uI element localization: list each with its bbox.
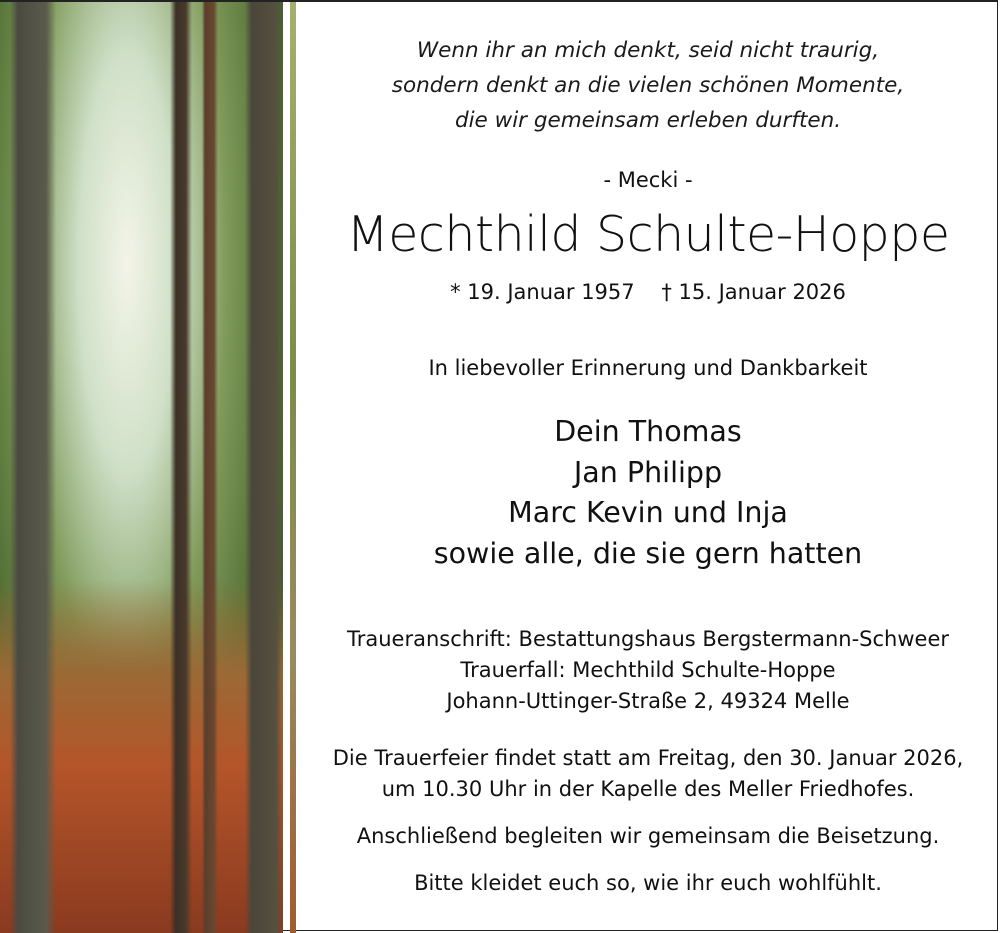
funeral-service	[296, 743, 1000, 805]
death-date: † 15. Januar 2026	[661, 280, 846, 304]
address-line: Traueranschrift: Bestattungshaus Bergstermann-Schweer	[346, 627, 950, 651]
verse-line: sondern denkt an die vielen schönen Momente,	[391, 73, 905, 98]
life-dates	[296, 280, 1000, 304]
forest-photo	[0, 2, 283, 933]
service-line: um 10.30 Uhr in der Kapelle des Meller Friedhofes.	[381, 777, 915, 801]
family-member: Dein Thomas	[554, 415, 742, 448]
nickname: - Mecki -	[603, 168, 693, 192]
birth-date: * 19. Januar 1957	[450, 280, 635, 304]
obituary-text	[296, 0, 1000, 933]
memory-line: In liebevoller Erinnerung und Dankbarkeit	[428, 356, 868, 380]
burial-note: Anschließend begleiten wir gemeinsam die Beisetzung.	[356, 824, 940, 848]
family-list	[296, 412, 1000, 574]
verse-line: die wir gemeinsam erleben durften.	[454, 108, 842, 133]
family-member: Marc Kevin und Inja	[508, 496, 788, 529]
deceased-name: Mechthild Schulte-Hoppe	[346, 206, 950, 263]
address-line: Trauerfall: Mechthild Schulte-Hoppe	[460, 658, 836, 682]
verse-line: Wenn ihr an mich denkt, seid nicht traurig,	[416, 38, 880, 63]
family-member: sowie alle, die sie gern hatten	[433, 536, 863, 570]
verse	[296, 33, 1000, 138]
family-member: Jan Philipp	[573, 455, 723, 489]
service-line: Die Trauerfeier findet statt am Freitag, den 30. Januar 2026,	[332, 746, 964, 770]
dress-code-note: Bitte kleidet euch so, wie ihr euch wohlfühlt.	[414, 871, 882, 895]
mourning-address	[296, 624, 1000, 717]
address-line: Johann-Uttinger-Straße 2, 49324 Melle	[446, 689, 850, 713]
